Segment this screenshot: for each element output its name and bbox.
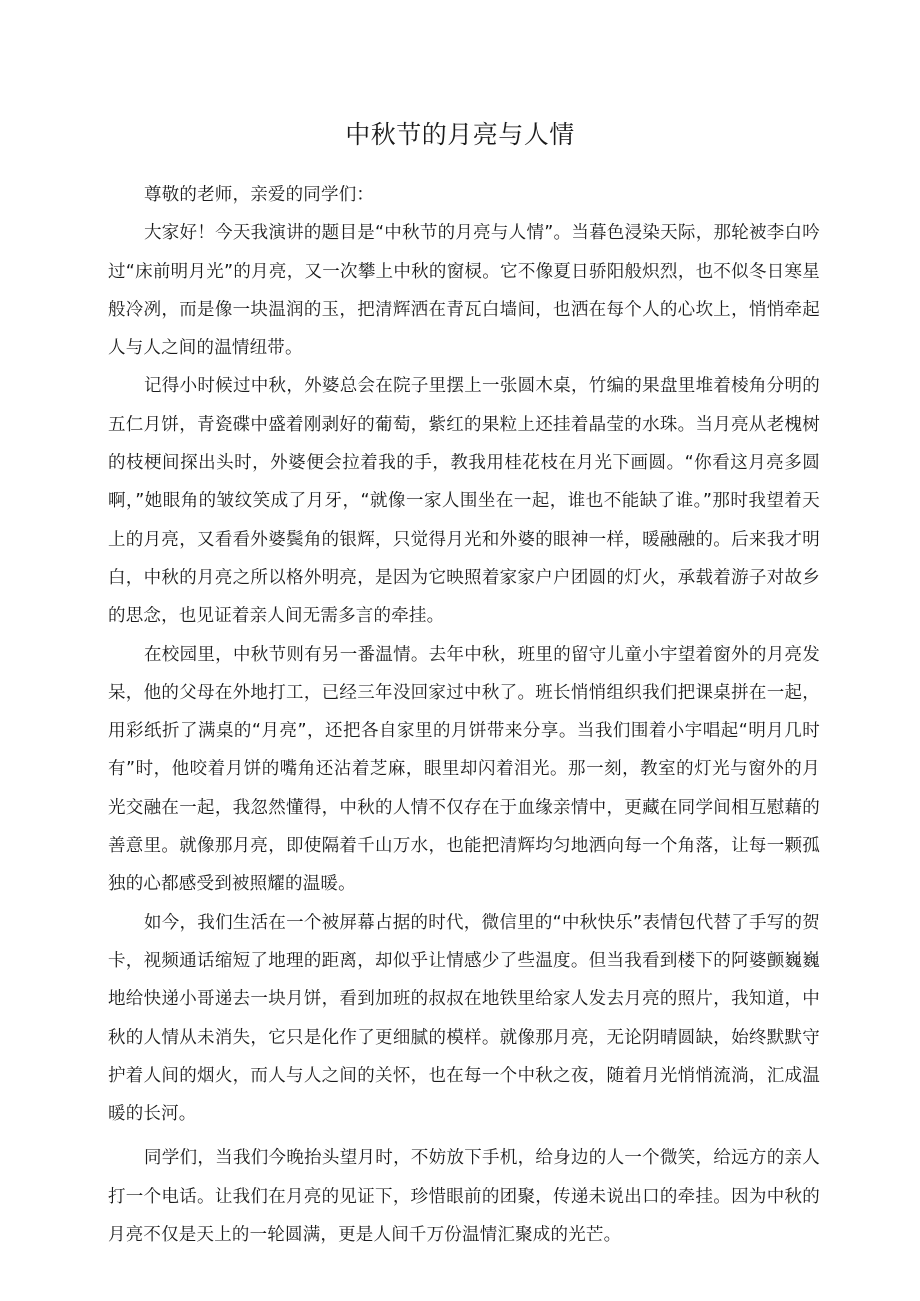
page-title: 中秋节的月亮与人情 [345, 120, 575, 149]
speech-body [108, 176, 820, 1254]
paragraph-childhood-memory: 记得小时候过中秋，外婆总会在院子里摆上一张圆木桌，竹编的果盘里堆着棱角分明的五仁月饼，青瓷碟中盛着刚剥好的葡萄，紫红的果粒上还挂着晶莹的水珠。当月亮从老槐树的枝梗间探出头时，外婆便会拉着我的手，教我用桂花枝在月光下画圆。“你看这月亮多圆啊，”她眼角的皱纹笑成了月牙，“就像一家人围坐在一起，谁也不能缺了谁。”那时我望着天上的月亮，又看看外婆鬓角的银辉，只觉得月光和外婆的眼神一样，暖融融的。后来我才明白，中秋的月亮之所以格外明亮，是因为它映照着家家户户团圆的灯火，承载着游子对故乡的思念，也见证着亲人间无需多言的牵挂。 [108, 376, 820, 627]
paragraph-school: 在校园里，中秋节则有另一番温情。去年中秋，班里的留守儿童小宇望着窗外的月亮发呆，他的父母在外地打工，已经三年没回家过中秋了。班长悄悄组织我们把课桌拼在一起，用彩纸折了满桌的“月亮”，还把各自家里的月饼带来分享。当我们围着小宇唱起“明月几时有”时，他咬着月饼的嘴角还沾着芝麻，眼里却闪着泪光。那一刻，教室的灯光与窗外的月光交融在一起，我忽然懂得，中秋的人情不仅存在于血缘亲情中，更藏在同学间相互慰藉的善意里。就像那月亮，即使隔着千山万水，也能把清辉均匀地洒向每一个角落，让每一颗孤独的心都感受到被照耀的温暖。 [108, 644, 820, 895]
paragraph-opening: 大家好！今天我演讲的题目是“中秋节的月亮与人情”。当暮色浸染天际，那轮被李白吟过“床前明月光”的月亮，又一次攀上中秋的窗棂。它不像夏日骄阳般炽烈，也不似冬日寒星般冷冽，而是像一块温润的玉，把清辉洒在青瓦白墙间，也洒在每个人的心坎上，悄悄牵起人与人之间的温情纽带。 [108, 223, 820, 359]
paragraph-closing: 同学们，当我们今晚抬头望月时，不妨放下手机，给身边的人一个微笑，给远方的亲人打一个电话。让我们在月亮的见证下，珍惜眼前的团聚，传递未说出口的牵挂。因为中秋的月亮不仅是天上的一轮圆满，更是人间千万份温情汇聚成的光芒。 [108, 1148, 820, 1246]
salutation: 尊敬的老师，亲爱的同学们： [144, 185, 375, 205]
paragraph-modern-times: 如今，我们生活在一个被屏幕占据的时代，微信里的“中秋快乐”表情包代替了手写的贺卡，视频通话缩短了地理的距离，却似乎让情感少了些温度。但当我看到楼下的阿婆颤巍巍地给快递小哥递去一块月饼，看到加班的叔叔在地铁里给家人发去月亮的照片，我知道，中秋的人情从未消失，它只是化作了更细腻的模样。就像那月亮，无论阴晴圆缺，始终默默守护着人间的烟火，而人与人之间的关怀，也在每一个中秋之夜，随着月光悄悄流淌，汇成温暖的长河。 [108, 912, 820, 1125]
